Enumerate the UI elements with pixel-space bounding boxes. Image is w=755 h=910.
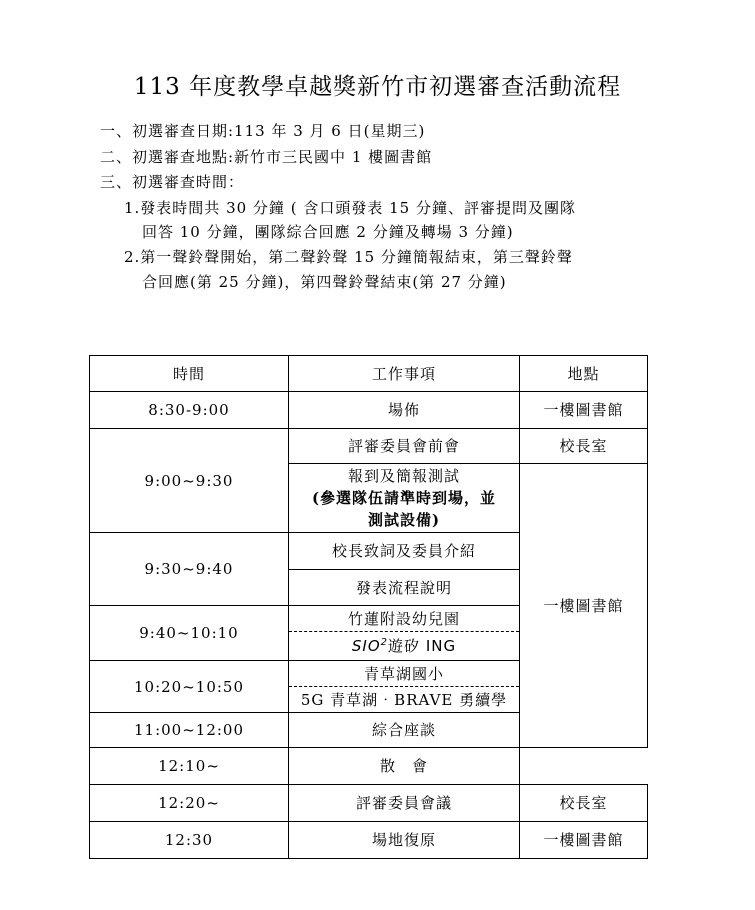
- time-cell: 12:20~: [90, 785, 289, 822]
- table-header-row: [90, 356, 648, 392]
- time-cell: 8:30-9:00: [90, 392, 289, 429]
- task-cell: 竹蓮附設幼兒園: [289, 606, 520, 632]
- review-date: 一、初選審查日期:113 年 3 月 6 日(星期三): [100, 122, 426, 140]
- header-time: 時間: [90, 356, 289, 392]
- task-cell: 校長致詞及委員介紹: [289, 533, 520, 570]
- place-cell: 一樓圖書館: [520, 822, 648, 859]
- team-name-sio: SIO: [351, 637, 381, 655]
- time-cell: 10:20~10:50: [90, 661, 289, 713]
- review-time-heading: 三、初選審查時間：: [100, 173, 245, 191]
- task-note-line: (參選隊伍請準時到場，並: [311, 489, 497, 507]
- task-cell: 散 會: [289, 748, 520, 785]
- place-cell-merged: 一樓圖書館: [520, 464, 648, 748]
- table-row: [90, 822, 648, 859]
- page-title: 113 年度教學卓越獎新竹市初選審查活動流程: [133, 74, 622, 100]
- place-cell: 一樓圖書館: [520, 392, 648, 429]
- table-row: [90, 392, 648, 429]
- task-note-line: 測試設備): [367, 511, 441, 529]
- time-cell: 9:40~10:10: [90, 606, 289, 661]
- place-cell: 校長室: [520, 785, 648, 822]
- time-cell: 12:30: [90, 822, 289, 859]
- task-cell: 場地復原: [289, 822, 520, 859]
- time-item-2-line-2: 合回應(第 25 分鐘)，第四聲鈴聲結束(第 27 分鐘): [142, 273, 507, 291]
- table-row: [90, 429, 648, 464]
- time-item-1-line-1: 1.發表時間共 30 分鐘 ( 含口頭發表 15 分鐘、評審提問及團隊: [124, 199, 576, 217]
- task-cell: [289, 464, 520, 533]
- task-cell: 綜合座談: [289, 713, 520, 748]
- task-line: 報到及簡報測試: [347, 467, 460, 485]
- task-cell: 5G 青草湖‧BRAVE 勇續學: [289, 687, 520, 713]
- table-row: [90, 785, 648, 822]
- time-item-1-line-2: 回答 10 分鐘，團隊綜合回應 2 分鐘及轉場 3 分鐘): [142, 223, 514, 241]
- time-item-2-line-1: 2.第一聲鈴聲開始，第二聲鈴聲 15 分鐘簡報結束，第三聲鈴聲: [124, 248, 573, 266]
- table-row: [90, 748, 648, 785]
- time-cell: 9:30~9:40: [90, 533, 289, 606]
- time-cell: 9:00~9:30: [90, 429, 289, 533]
- time-cell: 12:10~: [90, 748, 289, 785]
- task-cell: 場佈: [289, 392, 520, 429]
- header-place: 地點: [520, 356, 648, 392]
- header-task: 工作事項: [289, 356, 520, 392]
- time-cell: 11:00~12:00: [90, 713, 289, 748]
- task-cell: [289, 632, 520, 661]
- task-cell: 評審委員會議: [289, 785, 520, 822]
- schedule-table: [89, 355, 648, 859]
- superscript-two: 2: [380, 637, 389, 648]
- team-name-suffix: 遊矽 ING: [388, 637, 457, 655]
- place-cell: 校長室: [520, 429, 648, 464]
- review-location: 二、初選審查地點:新竹市三民國中 1 樓圖書館: [100, 148, 433, 166]
- task-cell: 評審委員會前會: [289, 429, 520, 464]
- task-cell: 青草湖國小: [289, 661, 520, 687]
- task-cell: 發表流程說明: [289, 570, 520, 606]
